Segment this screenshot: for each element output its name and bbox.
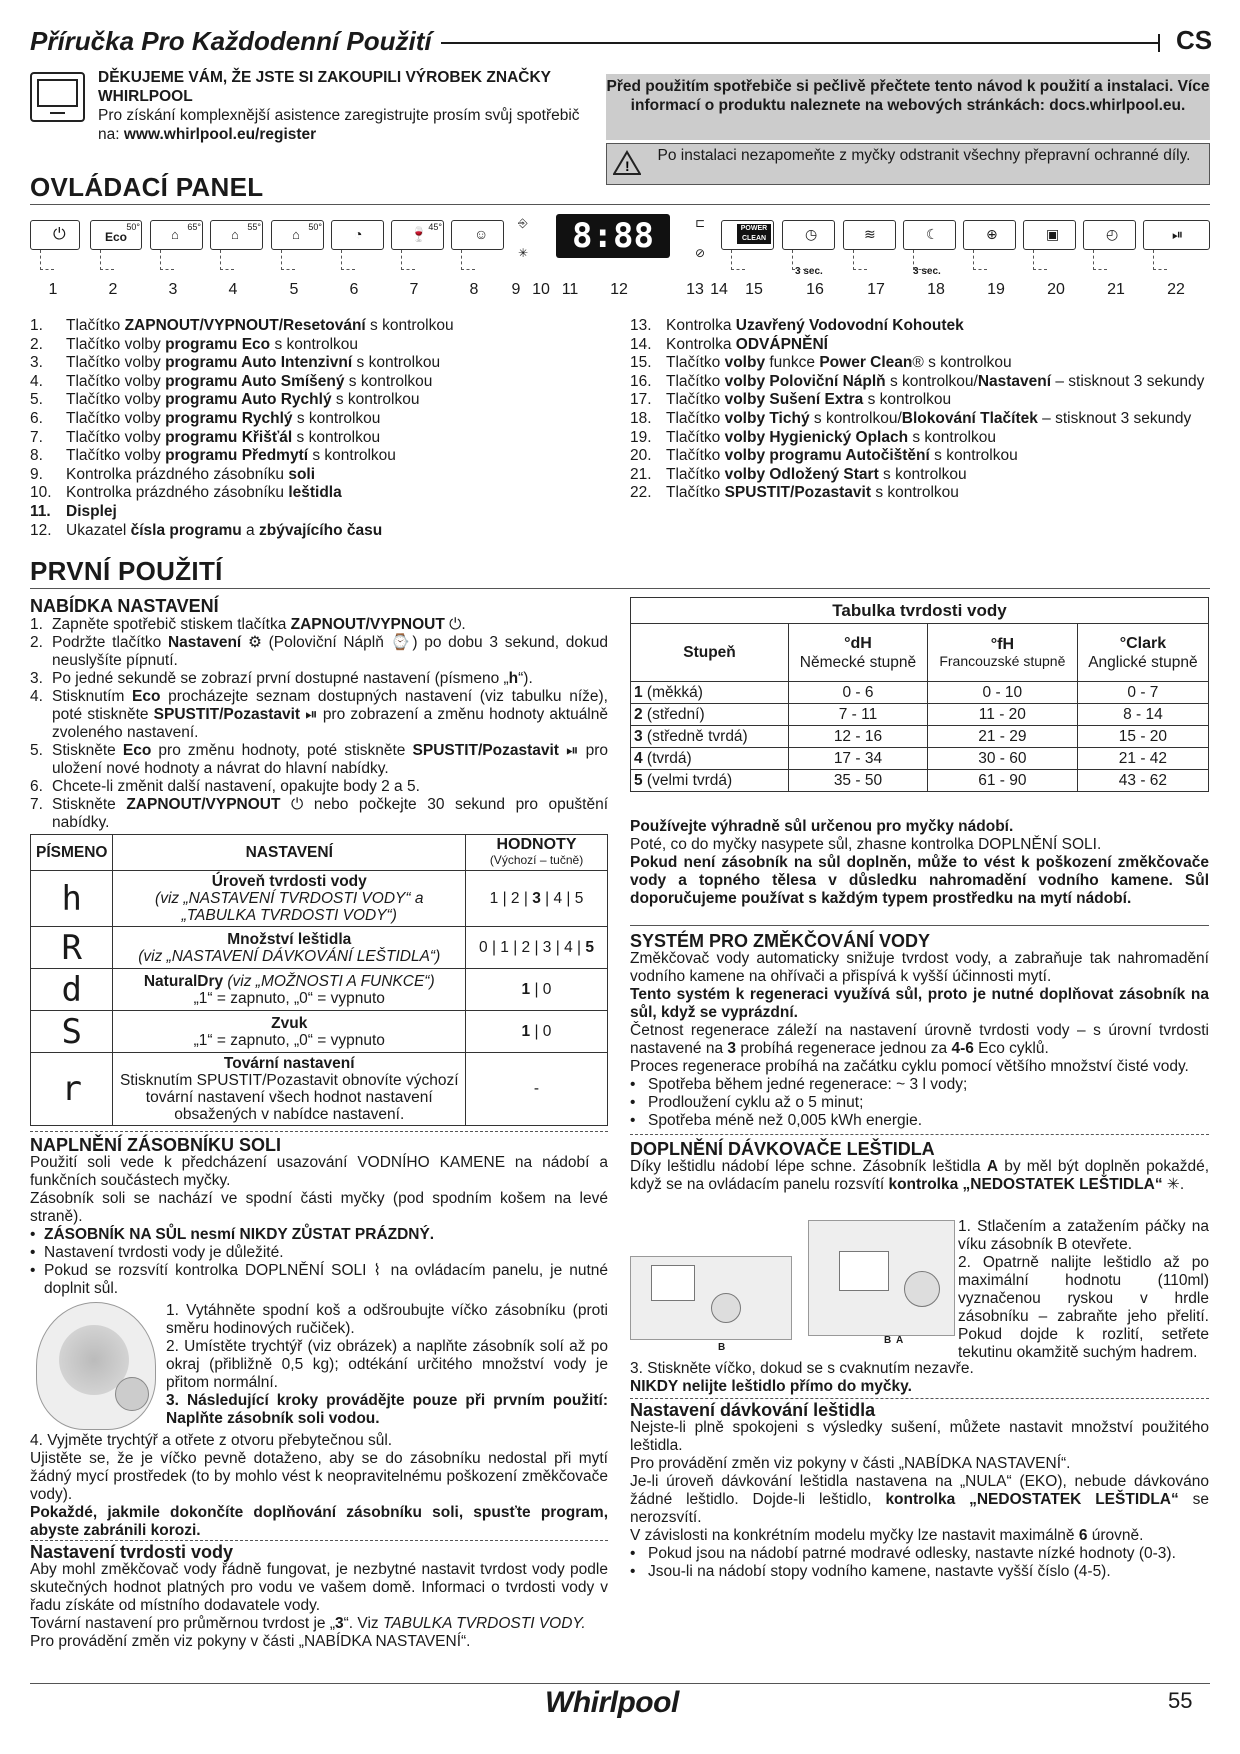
rinse-steps [958, 1218, 1209, 1362]
col-stage: Stupeň [631, 624, 789, 682]
settings-row [31, 969, 608, 1011]
softener-paragraph: Proces regenerace probíhá na začátku cyklu pomocí většího množství čisté vody. [630, 1058, 1189, 1075]
callout-number: 2 [108, 281, 118, 298]
salt-step: 3. Následující kroky provádějte pouze při prvním použití: Naplňte zásobník soli vodou. [166, 1392, 608, 1427]
rinse-setting-heading: Nastavení dávkování leštidla [630, 1398, 1209, 1419]
leader-line [792, 250, 806, 270]
callout-number: 17 [867, 281, 885, 298]
setting-letter: R [31, 927, 113, 969]
legend-item: 18. Tlačítko volby Tichý s kontrolkou/Blokování Tlačítek – stisknout 3 sekundy [630, 409, 1192, 427]
hardness-paragraph: Aby mohl změkčovač vody řádně fungovat, je nezbytné nastavit tvrdost vody podle skutečných hodnot platných pro vodu ve vašem domě. Informaci o tvrdosti vody v řadu získáte od místního dodavatele vody. [30, 1561, 608, 1614]
salt-bullet: Pokud se rozsvítí kontrolka DOPLNĚNÍ SOLI ⌇ na ovládacím panelu, je nutné doplnit sůl. [44, 1262, 608, 1297]
legend-item: 20. Tlačítko volby programu Autočištění s kontrolkou [630, 447, 1018, 465]
register-link[interactable]: www.whirlpool.eu/register [123, 126, 317, 143]
callout-number: 3 [168, 281, 178, 298]
setting-step: 4. Stisknutím Eco procházejte seznam dostupných nastavení (viz tabulku níže), poté stiskněte SPUSTIT/Pozastavit ⏯ pro zobrazení a změnu hodnoty aktuálně zvoleného nastavení. [30, 688, 608, 741]
salt-bullet: ZÁSOBNÍK NA SŮL nesmí NIKDY ZŮSTAT PRÁZDNÝ. [44, 1226, 435, 1243]
hardness-fh: 30 - 60 [927, 748, 1077, 770]
salt-funnel-illustration [36, 1302, 156, 1430]
hardness-dh: 0 - 6 [789, 682, 928, 704]
label-a: A [896, 1335, 904, 1346]
hardness-setting-heading: Nastavení tvrdosti vody [30, 1540, 608, 1561]
settings-row [31, 871, 608, 927]
whirlpool-logo: Whirlpool [545, 1686, 679, 1719]
label-b-left: B [718, 1342, 726, 1353]
hardness-level: 3 (středně tvrdá) [631, 726, 789, 748]
col-fh: °fH Francouzské stupně [927, 624, 1077, 682]
thanks-block [98, 68, 598, 144]
legend-item: 12. Ukazatel čísla programu a zbývajícího času [30, 521, 383, 539]
salt-paragraph: Ujistěte se, že je víčko pevně dotaženo, aby se do zásobníku nedostal při mytí žádný mycí prostředek (to by mohlo vést k neopravitelnému poškození změkčovače vody). [30, 1450, 608, 1503]
callout-number: 8 [469, 281, 479, 298]
setting-description: NaturalDry (viz „MOŽNOSTI A FUNKCE“) „1“ = zapnuto, „0“ = vypnuto [113, 969, 466, 1011]
quick-button[interactable]: ◔ [331, 220, 384, 250]
salt-bullet: Nastavení tvrdosti vody je důležité. [44, 1244, 284, 1261]
rinse-after [630, 1360, 1209, 1396]
hardness-setting-section [30, 1540, 608, 1651]
hardness-row [631, 682, 1209, 704]
crystal-button[interactable]: 🍷 45° [391, 220, 444, 250]
callout-number: 7 [409, 281, 419, 298]
legend-item: 15. Tlačítko volby funkce Power Clean® s kontrolkou [630, 354, 1012, 372]
settings-table [30, 834, 608, 1126]
setting-step: 3. Po jedné sekundě se zobrazí první dostupné nastavení (písmeno „h“). [30, 670, 533, 687]
legend-item: 6. Tlačítko volby programu Rychlý s kontrolkou [30, 409, 381, 427]
rinse-setting-paragraph: Je-li úroveň dávkování leštidla nastavena na „NULA“ (EKO), nebude dávkováno žádné leštidlo. Dojde-li leštidlo, kontrolka „NEDOSTATEK LEŠTIDLA“ se nerozsvítí. [630, 1473, 1209, 1526]
rinse-setting-bullet: Jsou-li na nádobí stopy vodního kamene, nastavte vyšší číslo (4-5). [648, 1563, 1111, 1580]
col-clark: °Clark Anglické stupně [1077, 624, 1208, 682]
leader-line [1153, 250, 1167, 270]
salt-paragraph: Použití soli vede k předcházení usazování VODNÍHO KAMENE na nádobí a funkčních součástech myčky. [30, 1154, 608, 1189]
tap-closed-icon: ⊏ [695, 216, 706, 230]
callout-number: 16 [806, 281, 824, 298]
hardness-fh: 0 - 10 [927, 682, 1077, 704]
rinse-aid-section [630, 1140, 1209, 1194]
power-clean-button[interactable]: POWER CLEAN [721, 220, 774, 250]
hardness-dh: 35 - 50 [789, 770, 928, 792]
legend-item: 3. Tlačítko volby programu Auto Intenzivní s kontrolkou [30, 354, 441, 372]
rinse-setting-paragraph: Pro provádění změn viz pokyny v části „NABÍDKA NASTAVENÍ“. [630, 1455, 1071, 1472]
hardness-fh: 21 - 29 [927, 726, 1077, 748]
callout-number: 1 [48, 281, 58, 298]
header-rule-end [1158, 34, 1160, 52]
rinse-paragraph: Díky leštidlu nádobí lépe schne. Zásobník leštidla A by měl být doplněn pokaždé, když se na ovládacím panelu rozsvítí kontrolka „NEDOSTATEK LEŠTIDLA“ ✳. [630, 1158, 1209, 1193]
hardness-clark: 15 - 20 [1077, 726, 1208, 748]
hardness-dh: 12 - 16 [789, 726, 928, 748]
salt-heading: NAPLNĚNÍ ZÁSOBNÍKU SOLI [30, 1135, 282, 1155]
setting-step: 2. Podržte tlačítko Nastavení ⚙ (Poloviční Náplň ⌚) po dobu 3 sekund, dokud neuslyšíte pípnutí. [30, 634, 608, 669]
legend-item: 2. Tlačítko volby programu Eco s kontrolkou [30, 335, 359, 353]
legend-item: 8. Tlačítko volby programu Předmytí s kontrolkou [30, 447, 396, 465]
rinse-aid-indicator-icon: ✳ [518, 246, 529, 260]
setting-step: 5. Stiskněte Eco pro změnu hodnoty, poté stiskněte SPUSTIT/Pozastavit ⏯ pro uložení nové hodnoty a návrat do hlavní nabídky. [30, 742, 609, 777]
softener-paragraph: Změkčovač vody automaticky snižuje tvrdost vody, a zabraňuje tak nahromadění vodního kamene na ohřívači a přispívá k vyšší účinnosti mytí. [630, 950, 1209, 985]
rinse-dispenser-open-illustration [808, 1220, 955, 1336]
setting-description: Zvuk „1“ = zapnuto, „0“ = vypnuto [113, 1011, 466, 1053]
read-manual-notice: Před použitím spotřebiče si pečlivě přečtete tento návod k použití a instalaci. Více informací o produktu naleznete na webových stránkách: docs.whirlpool.eu. [606, 74, 1210, 140]
hardness-clark: 21 - 42 [1077, 748, 1208, 770]
power-button[interactable]: ⏻ [30, 220, 80, 250]
thanks-text: Pro získání komplexnější asistence zaregistrujte prosím svůj spotřebič na: [98, 107, 580, 143]
hardness-row [631, 704, 1209, 726]
display: 8:88 [556, 214, 670, 258]
callout-number: 18 [927, 281, 945, 298]
callout-number: 22 [1167, 281, 1185, 298]
half-load-button[interactable]: ◷ [782, 220, 835, 250]
salt-paragraph: Pokaždé, jakmile dokončíte doplňování zásobníku soli, spusťte program, abyste zabránili korozi. [30, 1504, 608, 1539]
salt-note: Pokud není zásobník na sůl doplněn, může to vést k poškození změkčovače vody a topného tělesa v důsledku nahromadění vodního kamene. Sůl doporučujeme používat s každým typem prostředku na mytí nádobí. [630, 854, 1209, 907]
callout-number: 14 [710, 281, 728, 298]
leader-line [913, 250, 927, 270]
first-use-heading: PRVNÍ POUŽITÍ [30, 556, 223, 586]
salt-after [30, 1432, 608, 1540]
legend-item: 17. Tlačítko volby Sušení Extra s kontrolkou [630, 391, 952, 409]
softener-bullet: Spotřeba méně než 0,005 kWh energie. [648, 1112, 923, 1129]
hardness-dh: 7 - 11 [789, 704, 928, 726]
setting-values: - [466, 1053, 608, 1126]
legend-item: 21. Tlačítko volby Odložený Start s kontrolkou [630, 465, 967, 483]
callout-number: 11 [561, 281, 579, 298]
softener-section: SYSTÉM PRO ZMĚKČOVÁNÍ VODY Změkčovač vody automaticky snižuje tvrdost vody, a zabraňuje tak nahromadění vodního kamene na ohřívači a přispívá k vyšší účinnosti mytí. Tento systém k regeneraci využívá sůl, proto je nutné doplňovat zásobník na sůl, když se vyprázdní. Četnost regenerace záleží na nastavení úrovně tvrdosti vody – s úrovní tvrdosti nastavené na 3 probíhá regenerace jednou za 4-6 Eco cyklů. Proces regenerace probíhá na začátku cyklu pomocí většího množství čisté vody. • Spotřeba během jedné regenerace: ~ 3 l vody; • Prodloužení cyklu až o 5 minut; • Spotřeba méně než 0,005 kWh energie. [630, 931, 1209, 1129]
computer-icon [30, 72, 85, 122]
leader-line [401, 250, 415, 270]
header-rule [441, 42, 1159, 44]
setting-values: 0 | 1 | 2 | 3 | 4 | 5 [466, 927, 608, 969]
hardness-level: 1 (měkká) [631, 682, 789, 704]
legend-item: 5. Tlačítko volby programu Auto Rychlý s kontrolkou [30, 391, 420, 409]
softener-bullet: Spotřeba během jedné regenerace: ~ 3 l vody; [648, 1076, 968, 1093]
callout-number: 13 [686, 281, 704, 298]
transport-warning-text: Po instalaci nezapomeňte z myčky odstranit všechny přepravní ochranné díly. [657, 147, 1191, 164]
auto-intensive-button[interactable]: ⌂ 65° [150, 220, 203, 250]
control-panel-heading: OVLÁDACÍ PANEL [30, 172, 264, 202]
legend-item: 10. Kontrolka prázdného zásobníku leštidla [30, 484, 342, 502]
dashed-rule [630, 1134, 1209, 1135]
settings-menu-heading: NABÍDKA NASTAVENÍ [30, 596, 219, 616]
callout-number: 19 [987, 281, 1005, 298]
hardness-paragraph: Tovární nastavení pro průměrnou tvrdost je „3“. Viz TABULKA TVRDOSTI VODY. [30, 1615, 586, 1632]
leader-line [100, 250, 114, 270]
leader-line [1093, 250, 1107, 270]
dashed-rule [30, 1131, 608, 1132]
eco-button[interactable]: Eco 50° [90, 220, 142, 250]
rinse-setting-paragraph: Nejste-li plně spokojeni s výsledky sušení, můžete nastavit množství použitého leštidla. [630, 1419, 1209, 1454]
language-code: CS [1176, 25, 1213, 55]
setting-description: Množství leštidla (viz „NASTAVENÍ DÁVKOVÁNÍ LEŠTIDLA“) [113, 927, 466, 969]
leader-line [40, 250, 54, 270]
hardness-clark: 8 - 14 [1077, 704, 1208, 726]
self-clean-button[interactable]: ▣ [1023, 220, 1076, 250]
thanks-heading: DĚKUJEME VÁM, ŽE JSTE SI ZAKOUPILI VÝROBEK ZNAČKY WHIRLPOOL [98, 69, 551, 105]
setting-values: 1 | 0 [466, 1011, 608, 1053]
hardness-level: 5 (velmi tvrdá) [631, 770, 789, 792]
rinse-setting-paragraph: V závislosti na konkrétním modelu myčky lze nastavit maximálně 6 úrovně. [630, 1527, 1144, 1544]
control-legend-right [630, 317, 1210, 503]
col-values: HODNOTY (Výchozí – tučně) [466, 835, 608, 871]
settings-steps [30, 616, 608, 832]
callout-number: 21 [1107, 281, 1125, 298]
hardness-paragraph: Pro provádění změn viz pokyny v části „NABÍDKA NASTAVENÍ“. [30, 1633, 471, 1650]
callout-number: 10 [532, 281, 550, 298]
transport-warning [606, 143, 1210, 185]
legend-item: 19. Tlačítko volby Hygienický Oplach s kontrolkou [630, 428, 996, 446]
setting-letter: r [31, 1053, 113, 1126]
water-hardness-table [630, 597, 1209, 792]
leader-line [973, 250, 987, 270]
legend-item: 14. Kontrolka ODVÁPNĚNÍ [630, 335, 828, 353]
hardness-clark: 0 - 7 [1077, 682, 1208, 704]
auto-mixed-button[interactable]: ⌂ 55° [210, 220, 263, 250]
legend-item: 7. Tlačítko volby programu Křišťál s kontrolkou [30, 428, 381, 446]
leader-line [160, 250, 174, 270]
setting-step: 7. Stiskněte ZAPNOUT/VYPNOUT ⏻ nebo počkejte 30 sekund pro opuštění nabídky. [30, 796, 608, 831]
section-rule [30, 588, 1210, 589]
softener-heading: SYSTÉM PRO ZMĚKČOVÁNÍ VODY [630, 931, 931, 951]
half-load-hold-label: 3 sec. [795, 266, 823, 277]
legend-item: 9. Kontrolka prázdného zásobníku soli [30, 465, 316, 483]
setting-letter: S [31, 1011, 113, 1053]
setting-step: 6. Chcete-li změnit další nastavení, opakujte body 2 a 5. [30, 778, 420, 795]
leader-line [853, 250, 867, 270]
setting-description: Tovární nastavení Stisknutím SPUSTIT/Pozastavit obnovíte výchozí tovární nastavení všech hodnot nastavení obsažených v nabídce nastavení. [113, 1053, 466, 1126]
rinse-step: 1. Stlačením a zatažením páčky na víku zásobník B otevřete. [958, 1218, 1209, 1253]
salt-step: 2. Umístěte trychtýř (viz obrázek) a naplňte zásobník solí až po okraj (přibližně 0,5 kg); odtékání určitého množství vody je přitom normální. [166, 1338, 608, 1391]
callout-number: 4 [228, 281, 238, 298]
salt-step: 1. Vytáhněte spodní koš a odšroubujte víčko zásobníku (proti směru hodinových ručiček). [166, 1302, 608, 1337]
salt-notes [630, 818, 1209, 908]
svg-text:!: ! [625, 158, 630, 174]
rinse-setting-bullet: Pokud jsou na nádobí patrné modravé odlesky, nastavte nízké hodnoty (0-3). [648, 1545, 1176, 1562]
salt-section: NAPLNĚNÍ ZÁSOBNÍKU SOLI Použití soli vede k předcházení usazování VODNÍHO KAMENE na nádobí a funkčních součástech myčky. Zásobník soli se nachází ve spodní části myčky (pod spodním košem na levé straně). • ZÁSOBNÍK NA SŮL nesmí NIKDY ZŮSTAT PRÁZDNÝ. • Nastavení tvrdosti vody je důležité. • Pokud se rozsvítí kontrolka DOPLNĚNÍ SOLI ⌇ na ovládacím panelu, je nutné doplnit sůl. [30, 1135, 608, 1297]
silent-hold-label: 3 sec. [913, 266, 941, 277]
leader-line [341, 250, 355, 270]
settings-row [31, 927, 608, 969]
hardness-level: 4 (tvrdá) [631, 748, 789, 770]
softener-paragraph: Tento systém k regeneraci využívá sůl, proto je nutné doplňovat zásobník na sůl, když se vyprázdní. [630, 986, 1209, 1021]
hardness-row [631, 726, 1209, 748]
col-letter: PÍSMENO [31, 835, 113, 871]
document-title: Příručka Pro Každodenní Použití [30, 26, 432, 56]
hardness-table-title: Tabulka tvrdosti vody [631, 598, 1209, 624]
callout-number: 15 [745, 281, 763, 298]
hardness-dh: 17 - 34 [789, 748, 928, 770]
prewash-button[interactable]: ☺ [451, 220, 504, 250]
setting-step: 1. Zapněte spotřebič stiskem tlačítka ZAPNOUT/VYPNOUT ⏻. [30, 616, 466, 633]
setting-letter: h [31, 871, 113, 927]
callout-number: 9 [511, 281, 521, 298]
callout-number: 5 [289, 281, 299, 298]
control-legend-left [30, 317, 610, 540]
hardness-row [631, 770, 1209, 792]
hardness-clark: 43 - 62 [1077, 770, 1208, 792]
section-rule [30, 204, 1210, 205]
section-rule [630, 925, 1209, 926]
legend-item: 4. Tlačítko volby programu Auto Smíšený s kontrolkou [30, 372, 433, 390]
silent-button[interactable]: ☾ [903, 220, 956, 250]
page-number: 55 [1168, 1688, 1193, 1713]
extra-dry-button[interactable]: ≋ [843, 220, 896, 250]
salt-paragraph: Zásobník soli se nachází ve spodní části myčky (pod spodním košem na levé straně). [30, 1190, 608, 1225]
leader-line [1033, 250, 1047, 270]
leader-line [461, 250, 475, 270]
settings-row [31, 1011, 608, 1053]
callout-number: 20 [1047, 281, 1065, 298]
legend-item: 22. Tlačítko SPUSTIT/Pozastavit s kontrolkou [630, 484, 959, 502]
setting-values: 1 | 2 | 3 | 4 | 5 [466, 871, 608, 927]
leader-line [731, 250, 745, 270]
setting-values: 1 | 0 [466, 969, 608, 1011]
delay-start-button[interactable]: ◴ [1083, 220, 1136, 250]
salt-indicator-icon: ⎆ [518, 216, 528, 230]
callout-number: 12 [610, 281, 628, 298]
salt-step: 4. Vyjměte trychtýř a otřete z otvoru přebytečnou sůl. [30, 1432, 393, 1449]
rinse-dispenser-illustration [630, 1256, 792, 1340]
setting-description: Úroveň tvrdosti vody (viz „NASTAVENÍ TVRDOSTI VODY“ a „TABULKA TVRDOSTI VODY“) [113, 871, 466, 927]
start-pause-button[interactable]: ⏯ [1143, 220, 1210, 250]
hygiene-rinse-button[interactable]: ⊕ [963, 220, 1016, 250]
warning-icon [613, 150, 641, 176]
softener-bullet: Prodloužení cyklu až o 5 minut; [648, 1094, 864, 1111]
footer-rule [30, 1683, 1210, 1684]
hardness-fh: 11 - 20 [927, 704, 1077, 726]
auto-quick-button[interactable]: ⌂ 50° [271, 220, 324, 250]
hardness-fh: 61 - 90 [927, 770, 1077, 792]
legend-item: 13. Kontrolka Uzavřený Vodovodní Kohoutek [630, 317, 964, 334]
legend-item: 1. Tlačítko ZAPNOUT/VYPNOUT/Resetování s kontrolkou [30, 317, 454, 334]
descaling-icon: ⊘ [695, 246, 706, 260]
setting-letter: d [31, 969, 113, 1011]
col-dh: °dH Německé stupně [789, 624, 928, 682]
settings-row [31, 1053, 608, 1126]
rinse-setting-section: Nastavení dávkování leštidla Nejste-li plně spokojeni s výsledky sušení, můžete nastavit množství použitého leštidla. Pro provádění změn viz pokyny v části „NABÍDKA NASTAVENÍ“. Je-li úroveň dávkování leštidla nastavena na „NULA“ (EKO), nebude dávkováno žádné leštidlo. Dojde-li leštidlo, kontrolka „NEDOSTATEK LEŠTIDLA“ se nerozsvítí. V závislosti na konkrétním modelu myčky lze nastavit maximálně 6 úrovně. • Pokud jsou na nádobí patrné modravé odlesky, nastavte nízké hodnoty (0-3). • Jsou-li na nádobí stopy vodního kamene, nastavte vyšší číslo (4-5). [630, 1400, 1209, 1580]
softener-paragraph: Četnost regenerace záleží na nastavení úrovně tvrdosti vody – s úrovní tvrdosti nastavené na 3 probíhá regenerace jednou za 4-6 Eco cyklů. [630, 1022, 1209, 1057]
leader-line [220, 250, 234, 270]
label-b-right: B [884, 1335, 892, 1346]
salt-steps [166, 1302, 608, 1428]
rinse-aid-heading: DOPLNĚNÍ DÁVKOVAČE LEŠTIDLA [630, 1139, 935, 1159]
legend-item: 11. Displej [30, 502, 117, 520]
col-setting: NASTAVENÍ [113, 835, 466, 871]
rinse-step: 2. Opatrně nalijte leštidlo až po maximální hodnotu (110ml) vyznačenou ryskou v hrdle zásobníku – zabraňte jeho přelití. Pokud dojde k rozlití, setřete tekutinu okamžitě suchým hadrem. [958, 1254, 1209, 1361]
legend-item: 16. Tlačítko volby Poloviční Náplň s kontrolkou/Nastavení – stisknout 3 sekundy [630, 372, 1205, 390]
rinse-step: 3. Stiskněte víčko, dokud se s cvaknutím nezavře. [630, 1360, 974, 1377]
callout-number: 6 [349, 281, 359, 298]
hardness-row [631, 748, 1209, 770]
leader-line [281, 250, 295, 270]
salt-note: Používejte výhradně sůl určenou pro myčky nádobí. [630, 818, 1014, 835]
salt-note: Poté, co do myčky nasypete sůl, zhasne kontrolka DOPLNĚNÍ SOLI. [630, 836, 1102, 853]
hardness-level: 2 (střední) [631, 704, 789, 726]
rinse-warning: NIKDY nelijte leštidlo přímo do myčky. [630, 1378, 912, 1395]
